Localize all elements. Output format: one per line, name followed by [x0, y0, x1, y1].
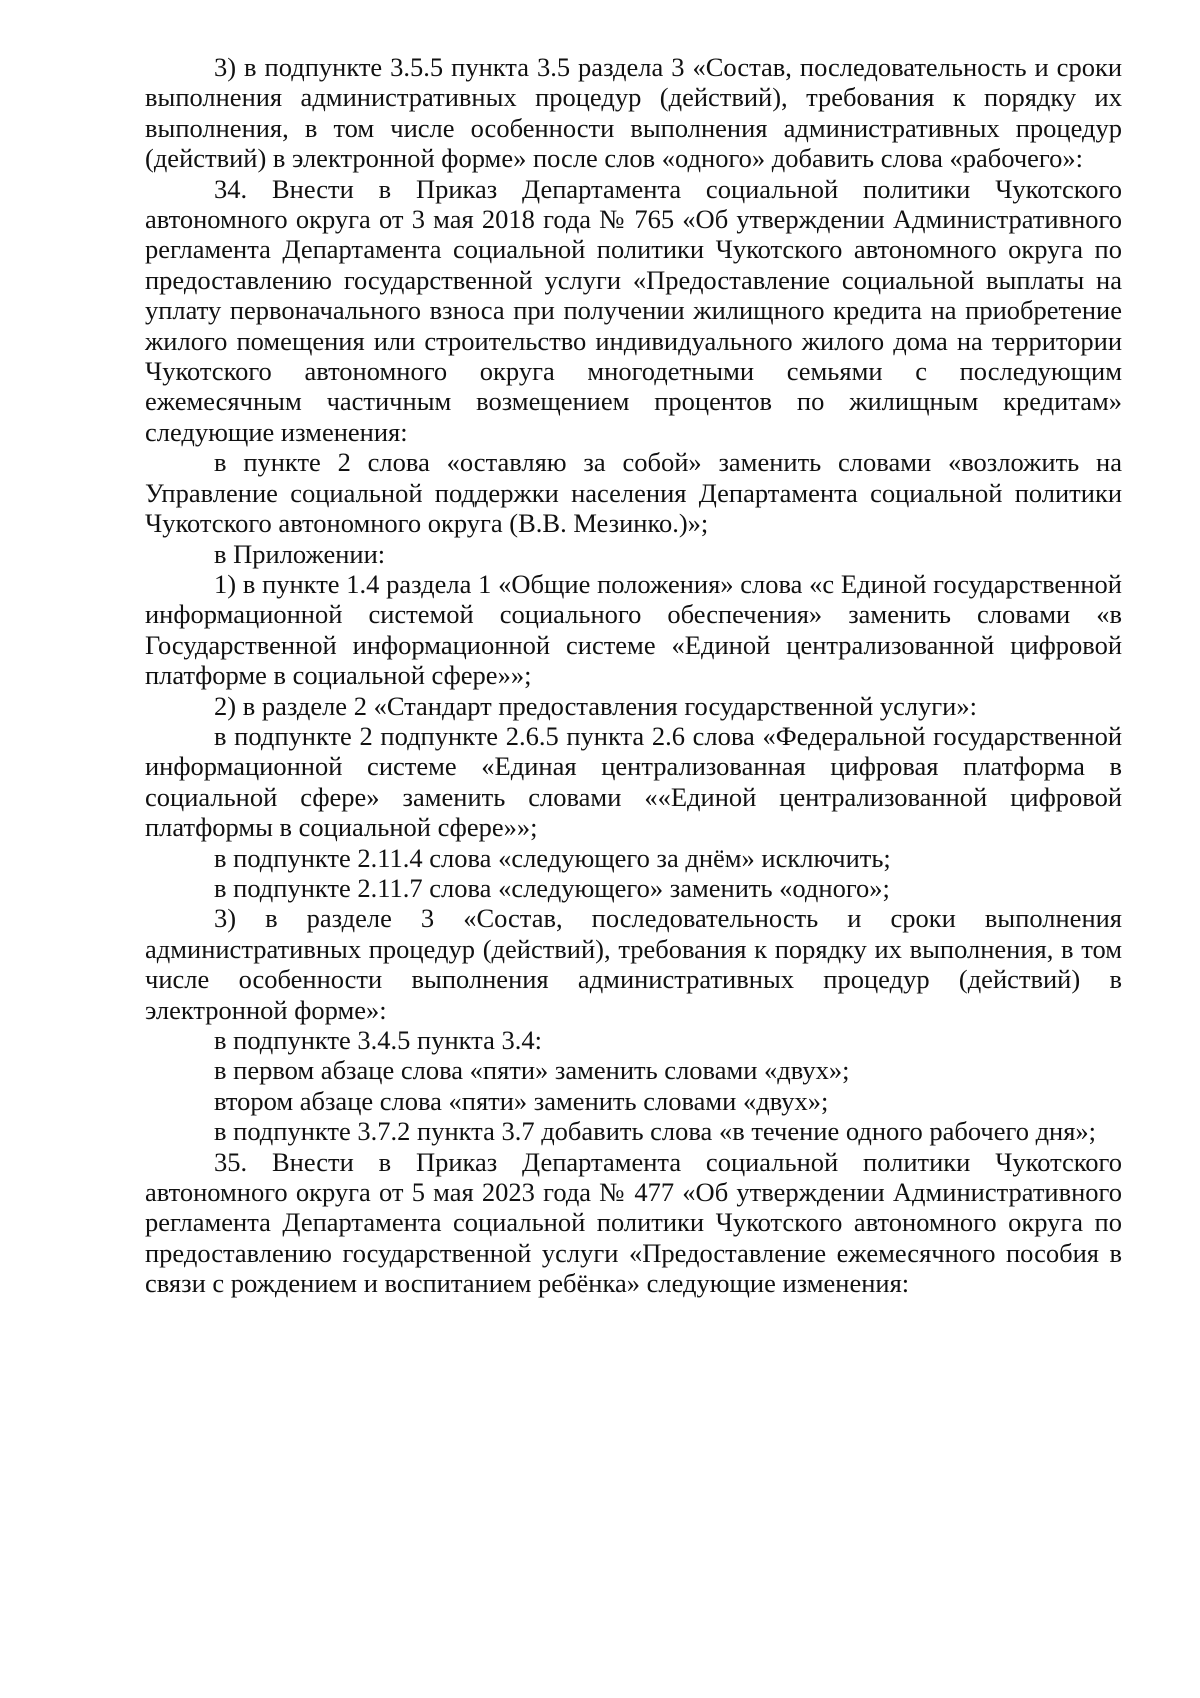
paragraph-3-subitem-3-5-5: 3) в подпункте 3.5.5 пункта 3.5 раздела 3 «Состав, последовательность и сроки выполнения административных процедур (действий), требования к порядку их выполнения, в том числе особенности выполнения административных процедур (действий) в электронной форме» после слов «одного» добавить слова «рабочего»:: [145, 52, 1122, 174]
paragraph-first-abzac: в первом абзаце слова «пяти» заменить словами «двух»;: [214, 1055, 850, 1086]
paragraph-in-appendix: в Приложении:: [214, 538, 386, 569]
paragraph-section-3: 3) в разделе 3 «Состав, последовательность и сроки выполнения административных процедур (действий), требования к порядку их выполнения, в том числе особенности выполнения административных процедур (действий) в электронной форме»:: [145, 903, 1122, 1025]
paragraph-subitem-3-7-2: в подпункте 3.7.2 пункта 3.7 добавить слова «в течение одного рабочего дня»;: [214, 1116, 1097, 1147]
paragraph-item-2-replacement: в пункте 2 слова «оставляю за собой» заменить словами «возложить на Управление социальной поддержки населения Департамента социальной политики Чукотского автономного округа (В.В. Мезинко.)»;: [145, 447, 1122, 539]
paragraph-subitem-2-11-7: в подпункте 2.11.7 слова «следующего» заменить «одного»;: [214, 872, 890, 903]
document-page: [145, 52, 1122, 1299]
paragraph-section-1-4: 1) в пункте 1.4 раздела 1 «Общие положения» слова «с Единой государственной информационной системой социального обеспечения» заменить словами «в Государственной информационной системе «Единой централизованной цифровой платформе в социальной сфере»»;: [145, 568, 1122, 691]
paragraph-item-35: 35. Внести в Приказ Департамента социальной политики Чукотского автономного округа от 5 мая 2023 года № 477 «Об утверждении Административного регламента Департамента социальной политики Чукотского автономного округа по предоставлению государственной услуги «Предоставление ежемесячного пособия в связи с рождением и воспитанием ребёнка» следующие изменения:: [145, 1146, 1122, 1299]
paragraph-section-2: 2) в разделе 2 «Стандарт предоставления государственной услуги»:: [214, 690, 977, 721]
paragraph-subitem-2-11-4: в подпункте 2.11.4 слова «следующего за днём» исключить;: [214, 842, 891, 873]
paragraph-subitem-3-4-5: в подпункте 3.4.5 пункта 3.4:: [214, 1025, 542, 1055]
paragraph-second-abzac: втором абзаце слова «пяти» заменить словами «двух»;: [214, 1085, 829, 1116]
paragraph-item-34: 34. Внести в Приказ Департамента социальной политики Чукотского автономного округа от 3 мая 2018 года № 765 «Об утверждении Административного регламента Департамента социальной политики Чукотского автономного округа по предоставлению государственной услуги «Предоставление социальной выплаты на уплату первоначального взноса при получении жилищного кредита на приобретение жилого помещения или строительство индивидуального жилого дома на территории Чукотского автономного округа многодетными семьями с последующим ежемесячным частичным возмещением процентов по жилищным кредитам» следующие изменения:: [145, 173, 1122, 447]
paragraph-subitem-2-6-5: в подпункте 2 подпункте 2.6.5 пункта 2.6 слова «Федеральной государственной информационной системе «Единая централизованная цифровая платформа в социальной сфере» заменить словами ««Единой централизованной цифровой платформы в социальной сфере»»;: [145, 720, 1122, 843]
